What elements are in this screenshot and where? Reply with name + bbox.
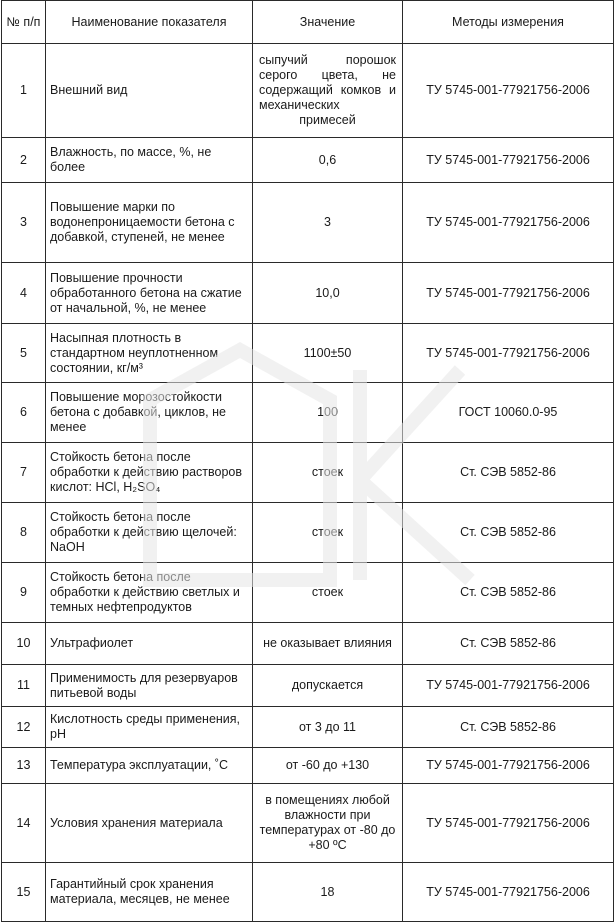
row-name: Повышение марки по водонепроницаемости бетона с добавкой, ступеней, не менее [46,183,253,263]
row-method: ТУ 5745-001-77921756-2006 [403,748,614,784]
table-row [2,324,614,383]
row-value: не оказывает влияния [253,623,403,665]
row-name: Применимость для резервуаров питьевой воды [46,665,253,707]
row-name: Стойкость бетона после обработки к действию растворов кислот: HCl, H₂SO₄ [46,443,253,503]
header-row [2,1,614,44]
row-value: от -60 до +130 [253,748,403,784]
row-value: 10,0 [253,263,403,324]
row-value: от 3 до 11 [253,707,403,748]
row-name: Стойкость бетона после обработки к действию щелочей: NaOH [46,503,253,563]
spec-table [1,0,614,922]
row-method: ТУ 5745-001-77921756-2006 [403,138,614,183]
table-row [2,383,614,443]
row-number: 12 [2,707,46,748]
row-value: 1100±50 [253,324,403,383]
row-method: ТУ 5745-001-77921756-2006 [403,784,614,863]
table-row [2,563,614,623]
row-method: ТУ 5745-001-77921756-2006 [403,863,614,922]
row-method: Ст. СЭВ 5852-86 [403,623,614,665]
row-value: стоек [253,443,403,503]
row-method: Ст. СЭВ 5852-86 [403,443,614,503]
row-number: 7 [2,443,46,503]
row-method: ТУ 5745-001-77921756-2006 [403,44,614,138]
row-method: ТУ 5745-001-77921756-2006 [403,665,614,707]
row-value: 100 [253,383,403,443]
row-method: ТУ 5745-001-77921756-2006 [403,183,614,263]
row-name: Кислотность среды применения, pH [46,707,253,748]
row-name: Насыпная плотность в стандартном неуплотненном состоянии, кг/м³ [46,324,253,383]
row-method: ГОСТ 10060.0-95 [403,383,614,443]
table-row [2,443,614,503]
table-row [2,623,614,665]
row-number: 1 [2,44,46,138]
row-method: Ст. СЭВ 5852-86 [403,563,614,623]
row-number: 9 [2,563,46,623]
row-value: сыпучий порошок серого цвета, не содержащий комков и механических примесей [253,44,403,138]
row-value: 18 [253,863,403,922]
row-number: 2 [2,138,46,183]
row-value: в помещениях любой влажности при температурах от -80 до +80 ºС [253,784,403,863]
row-method: Ст. СЭВ 5852-86 [403,707,614,748]
row-name: Внешний вид [46,44,253,138]
row-number: 5 [2,324,46,383]
row-method: Ст. СЭВ 5852-86 [403,503,614,563]
row-name: Условия хранения материала [46,784,253,863]
row-name: Температура эксплуатации, ˚С [46,748,253,784]
row-number: 14 [2,784,46,863]
table-row [2,263,614,324]
row-number: 4 [2,263,46,324]
row-method: ТУ 5745-001-77921756-2006 [403,263,614,324]
row-value: 3 [253,183,403,263]
row-name: Повышение прочности обработанного бетона на сжатие от начальной, %, не менее [46,263,253,324]
table-row [2,183,614,263]
row-name: Стойкость бетона после обработки к действию светлых и темных нефтепродуктов [46,563,253,623]
row-name: Повышение морозостойкости бетона с добавкой, циклов, не менее [46,383,253,443]
header-name: Наименование показателя [46,1,253,44]
row-name: Ультрафиолет [46,623,253,665]
header-num: № п/п [2,1,46,44]
row-value: 0,6 [253,138,403,183]
row-number: 13 [2,748,46,784]
table-row [2,138,614,183]
header-method: Методы измерения [403,1,614,44]
row-method: ТУ 5745-001-77921756-2006 [403,324,614,383]
row-number: 11 [2,665,46,707]
table-row [2,784,614,863]
row-value: стоек [253,563,403,623]
table-row [2,707,614,748]
row-number: 6 [2,383,46,443]
row-name: Влажность, по массе, %, не более [46,138,253,183]
row-name: Гарантийный срок хранения материала, месяцев, не менее [46,863,253,922]
row-number: 8 [2,503,46,563]
row-number: 15 [2,863,46,922]
table-row [2,44,614,138]
table-row [2,503,614,563]
row-number: 10 [2,623,46,665]
table-row [2,863,614,922]
row-value: стоек [253,503,403,563]
row-value: допускается [253,665,403,707]
row-number: 3 [2,183,46,263]
table-row [2,748,614,784]
table-row [2,665,614,707]
header-value: Значение [253,1,403,44]
